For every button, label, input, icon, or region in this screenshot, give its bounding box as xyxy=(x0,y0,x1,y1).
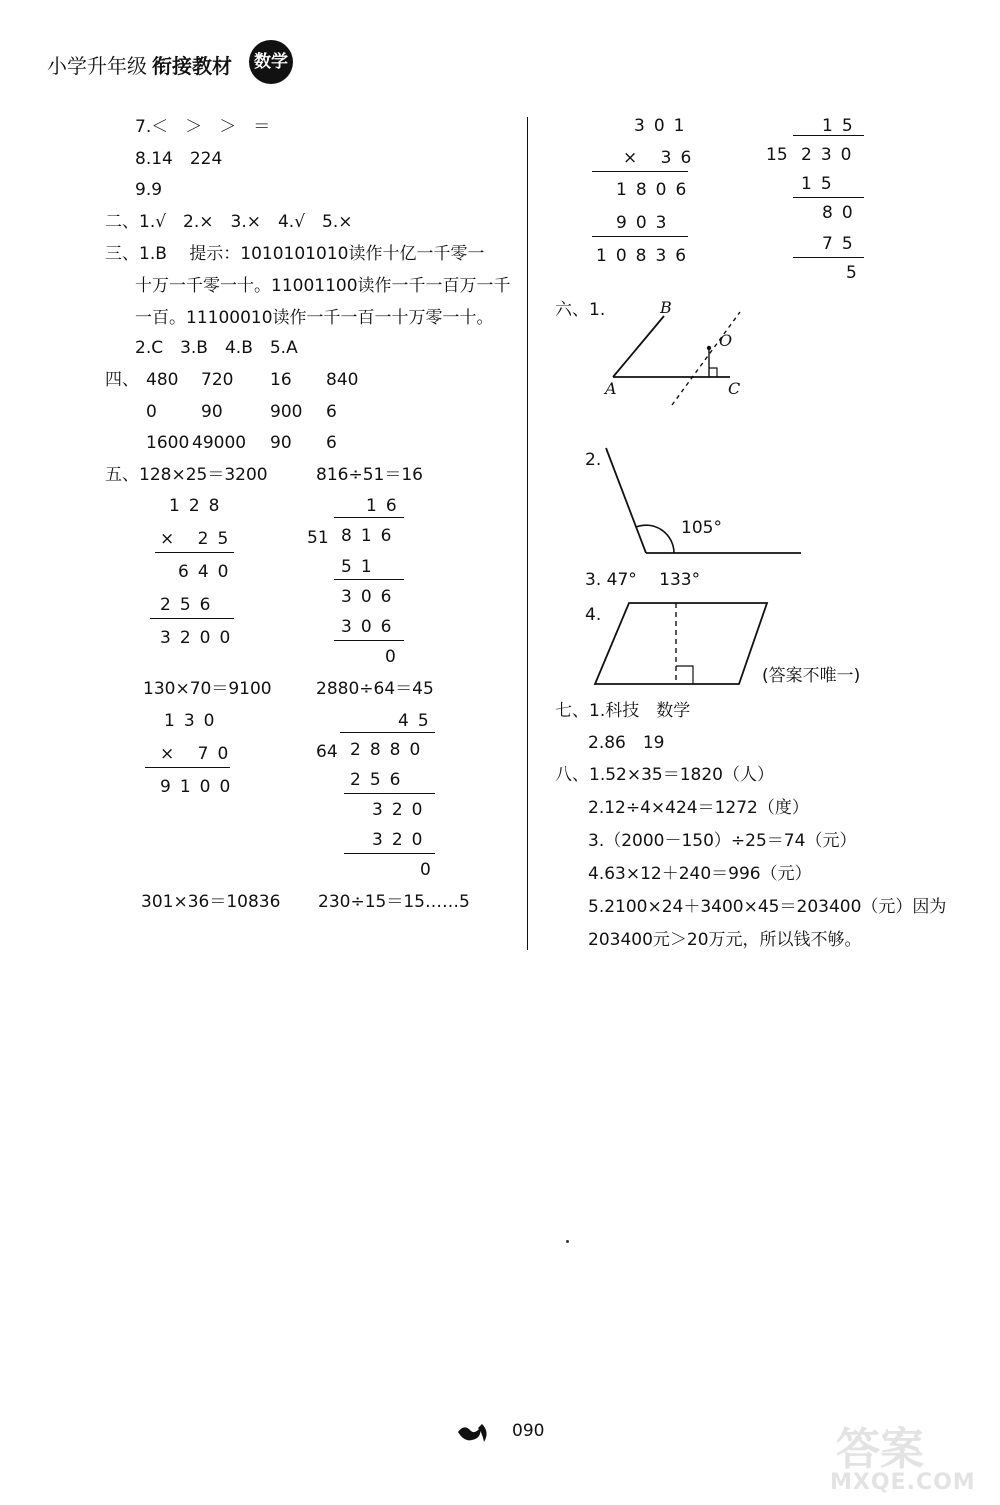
div3-s3: 75 xyxy=(822,234,862,254)
mult3-a: 301 xyxy=(634,116,694,136)
answer-9: 9.9 xyxy=(135,180,163,200)
section-8-line2: 2.12÷4×424＝1272（度） xyxy=(588,798,809,818)
fig4-number: 4. xyxy=(585,605,602,625)
eq-130x70: 130×70＝9100 xyxy=(143,679,272,699)
mult1-r: 3200 xyxy=(160,628,240,648)
mult3-p2: 903 xyxy=(616,213,676,233)
div3-s2: 80 xyxy=(822,203,862,223)
div3-divisor: 15 xyxy=(766,145,788,165)
watermark-text: 答案 xyxy=(836,1424,924,1475)
watermark-url: MXQE.COM xyxy=(830,1470,976,1495)
section-4-label: 四、 xyxy=(105,370,139,390)
header-title-b: 衔接教材 xyxy=(152,54,232,78)
s4-cell: 900 xyxy=(270,402,303,422)
div3-r: 5 xyxy=(846,263,866,283)
div1-s3: 306 xyxy=(341,617,401,637)
div2-s1: 256 xyxy=(350,770,410,790)
section-8-line3: 3.（2000－150）÷25＝74（元） xyxy=(588,831,857,851)
section-2: 二、1.√ 2.× 3.× 4.√ 5.× xyxy=(105,212,353,232)
mult1-b: × 25 xyxy=(160,529,238,549)
section-7-line1: 七、1.科技 数学 xyxy=(555,701,691,721)
div2-s2: 320 xyxy=(372,800,432,820)
answer-7: 7.＜ ＞ ＞ ＝ xyxy=(135,117,271,137)
mult1-p1: 640 xyxy=(178,562,238,582)
mult2-b: × 70 xyxy=(160,744,238,764)
section-6-3: 3. 47° 133° xyxy=(585,570,701,590)
section-5-eq2: 816÷51＝16 xyxy=(316,465,423,485)
section-3-line4: 2.C 3.B 4.B 5.A xyxy=(135,338,298,358)
section-8-line6: 203400元＞20万元，所以钱不够。 xyxy=(588,930,862,950)
section-3-line3: 一百。11100010读作一千一百一十万零一十。 xyxy=(135,308,494,328)
div1-s2: 306 xyxy=(341,587,401,607)
div1-dividend: 816 xyxy=(341,526,401,546)
fig2-angle: 105° xyxy=(681,518,722,538)
div2-dividend: 2880 xyxy=(350,740,430,760)
s4-cell: 16 xyxy=(270,370,292,390)
section-7-line2: 2.86 19 xyxy=(588,733,665,753)
section-8-line1: 八、1.52×35＝1820（人） xyxy=(555,765,774,785)
s4-cell: 0 xyxy=(146,402,157,422)
mult3-r: 10836 xyxy=(596,246,696,266)
label-b: B xyxy=(660,298,672,317)
div2-s3: 320 xyxy=(372,830,432,850)
s4-cell: 6 xyxy=(326,402,337,422)
answer-8: 8.14 224 xyxy=(135,149,223,169)
s4-cell: 720 xyxy=(201,370,234,390)
div1-s1: 51 xyxy=(341,557,381,577)
s4-cell: 6 xyxy=(326,433,337,453)
section-5-eq1: 五、128×25＝3200 xyxy=(105,465,268,485)
div1-r: 0 xyxy=(385,647,405,667)
mult3-p1: 1806 xyxy=(616,180,696,200)
mult3-b: × 36 xyxy=(623,148,701,168)
s4-cell: 480 xyxy=(146,370,179,390)
mult1-a: 128 xyxy=(169,496,229,516)
s4-cell: 90 xyxy=(270,433,292,453)
page-number: 090 xyxy=(512,1421,545,1441)
div1-divisor: 51 xyxy=(307,528,329,548)
div3-s1: 15 xyxy=(801,174,841,194)
section-6-label: 六、1. xyxy=(555,300,606,320)
eq-230div15: 230÷15＝15……5 xyxy=(318,892,470,912)
div2-quotient: 45 xyxy=(398,711,438,731)
section-8-line5: 5.2100×24＋3400×45＝203400（元）因为 xyxy=(588,897,947,917)
header-title-a: 小学升年级 xyxy=(47,54,147,78)
mult2-r: 9100 xyxy=(160,777,240,797)
fig2-number: 2. xyxy=(585,450,602,470)
s4-cell: 49000 xyxy=(192,433,247,453)
div3-quotient: 15 xyxy=(822,116,862,136)
ornament-swirl xyxy=(458,1427,480,1440)
div3-dividend: 230 xyxy=(801,145,861,165)
subject-badge: 数学 xyxy=(249,40,293,84)
div2-divisor: 64 xyxy=(316,742,338,762)
eq-301x36: 301×36＝10836 xyxy=(141,892,281,912)
div2-r: 0 xyxy=(420,860,440,880)
label-o: O xyxy=(719,331,733,350)
section-8-line4: 4.63×12＋240＝996（元） xyxy=(588,864,812,884)
s4-cell: 1600 xyxy=(146,433,190,453)
div1-quotient: 16 xyxy=(366,496,406,516)
section-3-line1: 三、1.B 提示：1010101010读作十亿一千零一 xyxy=(105,244,485,264)
eq-2880div64: 2880÷64＝45 xyxy=(316,679,434,699)
s4-cell: 840 xyxy=(326,370,359,390)
mult2-a: 130 xyxy=(164,711,224,731)
mult1-p2: 256 xyxy=(160,595,220,615)
s4-cell: 90 xyxy=(201,402,223,422)
label-c: C xyxy=(728,379,741,398)
label-a: A xyxy=(605,379,617,398)
section-3-line2: 十万一千零一十。11001100读作一千一百万一千 xyxy=(135,276,511,296)
fig4-note: (答案不唯一) xyxy=(762,666,861,686)
